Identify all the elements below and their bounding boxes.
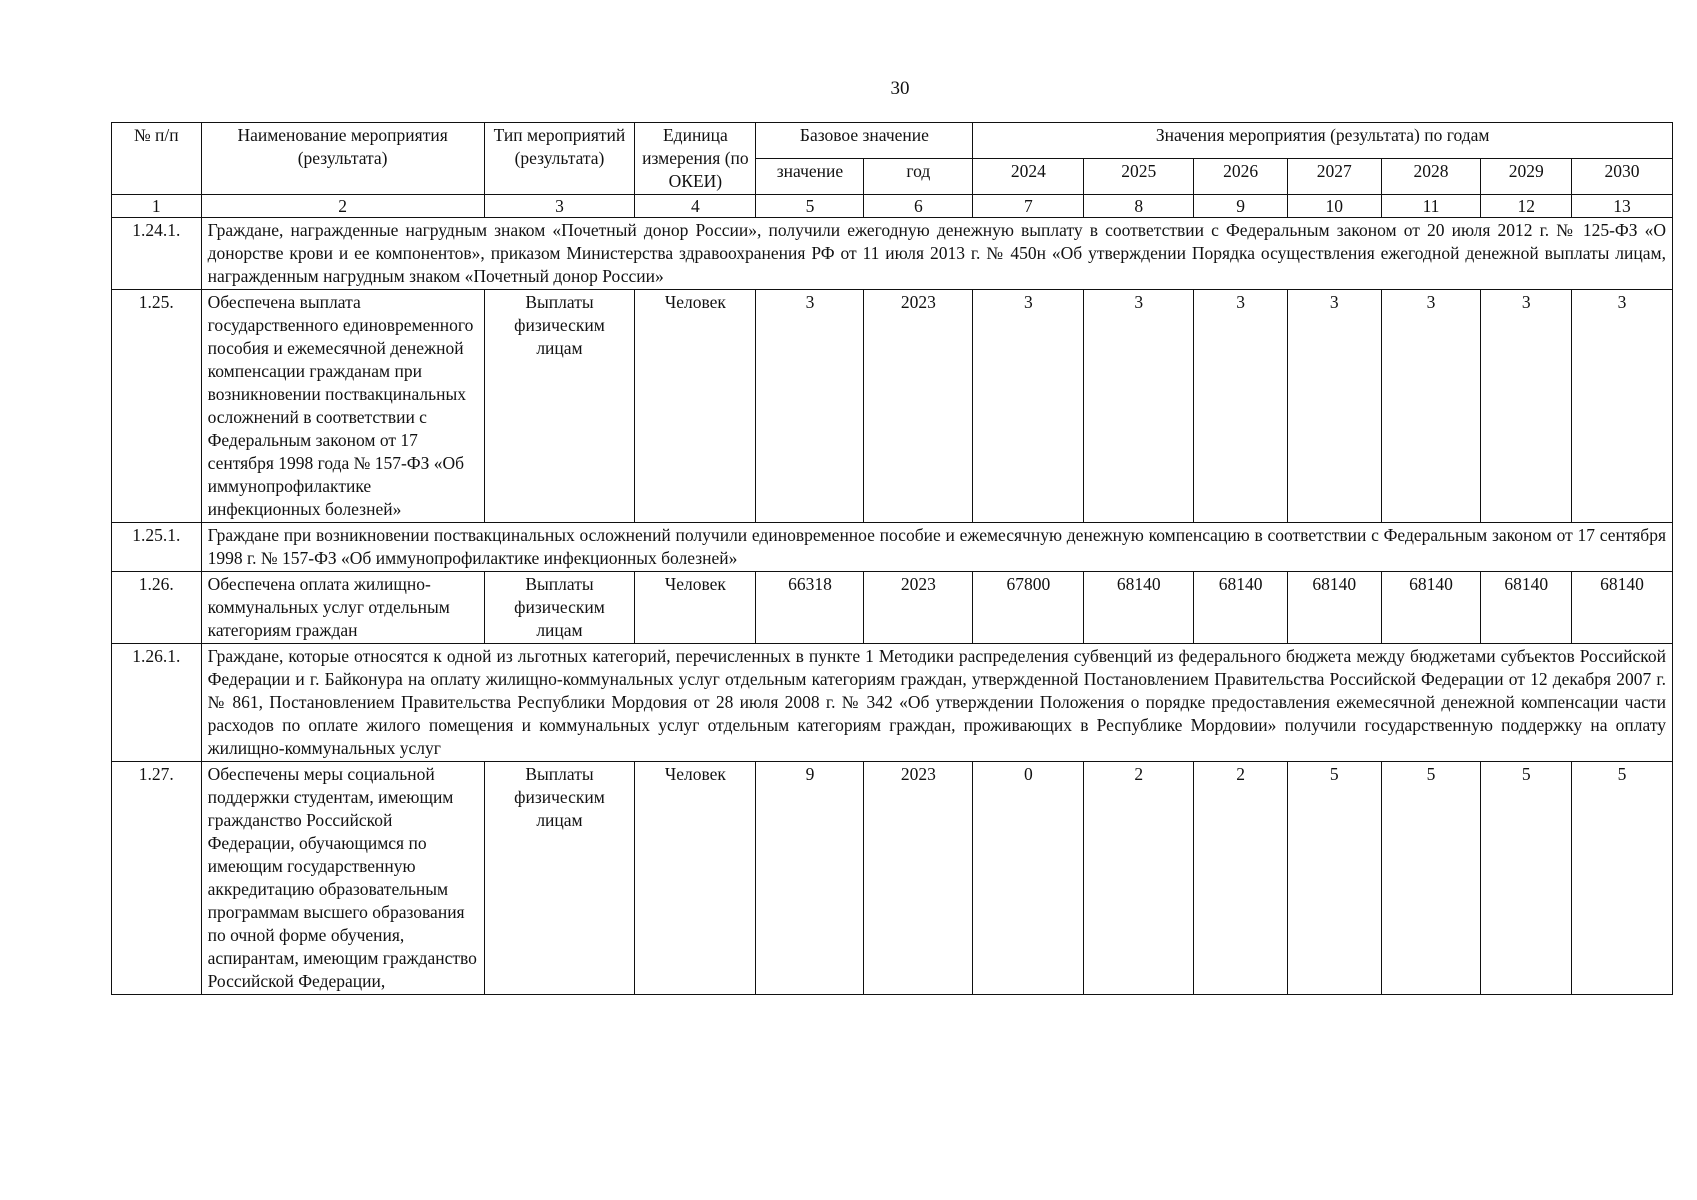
row-base-year: 2023 [864, 290, 973, 523]
row-number: 1.26. [112, 572, 202, 644]
column-number: 5 [756, 195, 864, 218]
table-row [112, 762, 1673, 995]
column-number: 11 [1381, 195, 1481, 218]
column-number-row [112, 195, 1673, 218]
row-value-2026: 3 [1194, 290, 1288, 523]
page-number: 30 [890, 78, 910, 99]
column-number: 2 [201, 195, 484, 218]
row-value-2027: 68140 [1287, 572, 1381, 644]
row-base-year: 2023 [864, 762, 973, 995]
row-value-2028: 3 [1381, 290, 1481, 523]
row-value-2028: 68140 [1381, 572, 1481, 644]
header-number: № п/п [112, 123, 202, 195]
row-value-2026: 2 [1194, 762, 1288, 995]
row-description: Граждане, которые относятся к одной из льготных категорий, перечисленных в пункте 1 Методики распределения субвенций из федерального бюджета между бюджетами субъектов Российской Федерации и г. Байконура на оплату жилищно-коммунальных услуг отдельным категориям граждан, утвержденной Постановлением Правительства Российской Федерации от 12 декабря 2007 г. № 861, Постановлением Правительства Республики Мордовия от 28 июля 2008 г. № 342 «Об утверждении Положения о порядке предоставления ежемесячной денежной компенсации части расходов по оплате жилого помещения и коммунальных услуг отдельным категориям граждан, проживающих в Республике Мордовии» получили государственную поддержку на оплату жилищно-коммунальных услуг [201, 644, 1672, 762]
row-description: Граждане при возникновении поствакцинальных осложнений получили единовременное пособие и ежемесячную денежную компенсацию в соответствии с Федеральным законом от 17 сентября 1998 г. № 157-ФЗ «Об иммунопрофилактике инфекционных болезней» [201, 523, 1672, 572]
row-value-2024: 3 [973, 290, 1084, 523]
row-value-2026: 68140 [1194, 572, 1288, 644]
row-value-2024: 67800 [973, 572, 1084, 644]
row-type: Выплаты физическим лицам [484, 762, 635, 995]
row-value-2025: 3 [1084, 290, 1194, 523]
header-year-2030: 2030 [1572, 159, 1673, 195]
row-base-year: 2023 [864, 572, 973, 644]
row-value-2029: 68140 [1481, 572, 1572, 644]
column-number: 1 [112, 195, 202, 218]
column-number: 10 [1287, 195, 1381, 218]
column-number: 4 [635, 195, 756, 218]
row-base-value: 3 [756, 290, 864, 523]
header-base-value: значение [756, 159, 864, 195]
table-row [112, 572, 1673, 644]
header-year-2024: 2024 [973, 159, 1084, 195]
header-base: Базовое значение [756, 123, 973, 159]
row-description: Граждане, награжденные нагрудным знаком «Почетный донор России», получили ежегодную денежную выплату в соответствии с Федеральным законом от 20 июля 2012 г. № 125-ФЗ «О донорстве крови и ее компонентов», приказом Министерства здравоохранения РФ от 11 июля 2013 г. № 450н «Об утверждении Порядка осуществления ежегодной денежной выплаты лицам, награжденным нагрудным знаком «Почетный донор России» [201, 218, 1672, 290]
header-base-year: год [864, 159, 973, 195]
table-row-description [112, 523, 1673, 572]
header-unit: Единица измерения (по ОКЕИ) [635, 123, 756, 195]
results-table [111, 122, 1673, 995]
row-value-2029: 3 [1481, 290, 1572, 523]
table-row-description [112, 218, 1673, 290]
header-year-2028: 2028 [1381, 159, 1481, 195]
row-number: 1.24.1. [112, 218, 202, 290]
table-row-description [112, 644, 1673, 762]
header-year-2027: 2027 [1287, 159, 1381, 195]
column-number: 13 [1572, 195, 1673, 218]
header-row-1 [112, 123, 1673, 159]
header-year-2026: 2026 [1194, 159, 1288, 195]
header-years: Значения мероприятия (результата) по годам [973, 123, 1673, 159]
row-number: 1.25.1. [112, 523, 202, 572]
column-number: 9 [1194, 195, 1288, 218]
row-number: 1.26.1. [112, 644, 202, 762]
row-type: Выплаты физическим лицам [484, 572, 635, 644]
row-name: Обеспечены меры социальной поддержки студентам, имеющим гражданство Российской Федерации, обучающимся по имеющим государственную аккредитацию образовательным программам высшего образования по очной форме обучения, аспирантам, имеющим гражданство Российской Федерации, [201, 762, 484, 995]
row-unit: Человек [635, 290, 756, 523]
header-type: Тип мероприятий (результата) [484, 123, 635, 195]
row-number: 1.27. [112, 762, 202, 995]
column-number: 6 [864, 195, 973, 218]
row-base-value: 9 [756, 762, 864, 995]
header-year-2029: 2029 [1481, 159, 1572, 195]
row-value-2030: 68140 [1572, 572, 1673, 644]
row-value-2028: 5 [1381, 762, 1481, 995]
row-number: 1.25. [112, 290, 202, 523]
column-number: 3 [484, 195, 635, 218]
row-unit: Человек [635, 762, 756, 995]
row-unit: Человек [635, 572, 756, 644]
column-number: 8 [1084, 195, 1194, 218]
row-name: Обеспечена оплата жилищно-коммунальных услуг отдельным категориям граждан [201, 572, 484, 644]
row-type: Выплаты физическим лицам [484, 290, 635, 523]
row-base-value: 66318 [756, 572, 864, 644]
column-number: 12 [1481, 195, 1572, 218]
column-number: 7 [973, 195, 1084, 218]
row-value-2029: 5 [1481, 762, 1572, 995]
row-value-2030: 5 [1572, 762, 1673, 995]
row-value-2025: 2 [1084, 762, 1194, 995]
row-name: Обеспечена выплата государственного единовременного пособия и ежемесячной денежной компенсации гражданам при возникновении поствакцинальных осложнений в соответствии с Федеральным законом от 17 сентября 1998 года № 157-ФЗ «Об иммунопрофилактике инфекционных болезней» [201, 290, 484, 523]
table-row [112, 290, 1673, 523]
row-value-2030: 3 [1572, 290, 1673, 523]
row-value-2024: 0 [973, 762, 1084, 995]
row-value-2027: 3 [1287, 290, 1381, 523]
row-value-2025: 68140 [1084, 572, 1194, 644]
row-value-2027: 5 [1287, 762, 1381, 995]
header-name: Наименование мероприятия (результата) [201, 123, 484, 195]
header-year-2025: 2025 [1084, 159, 1194, 195]
